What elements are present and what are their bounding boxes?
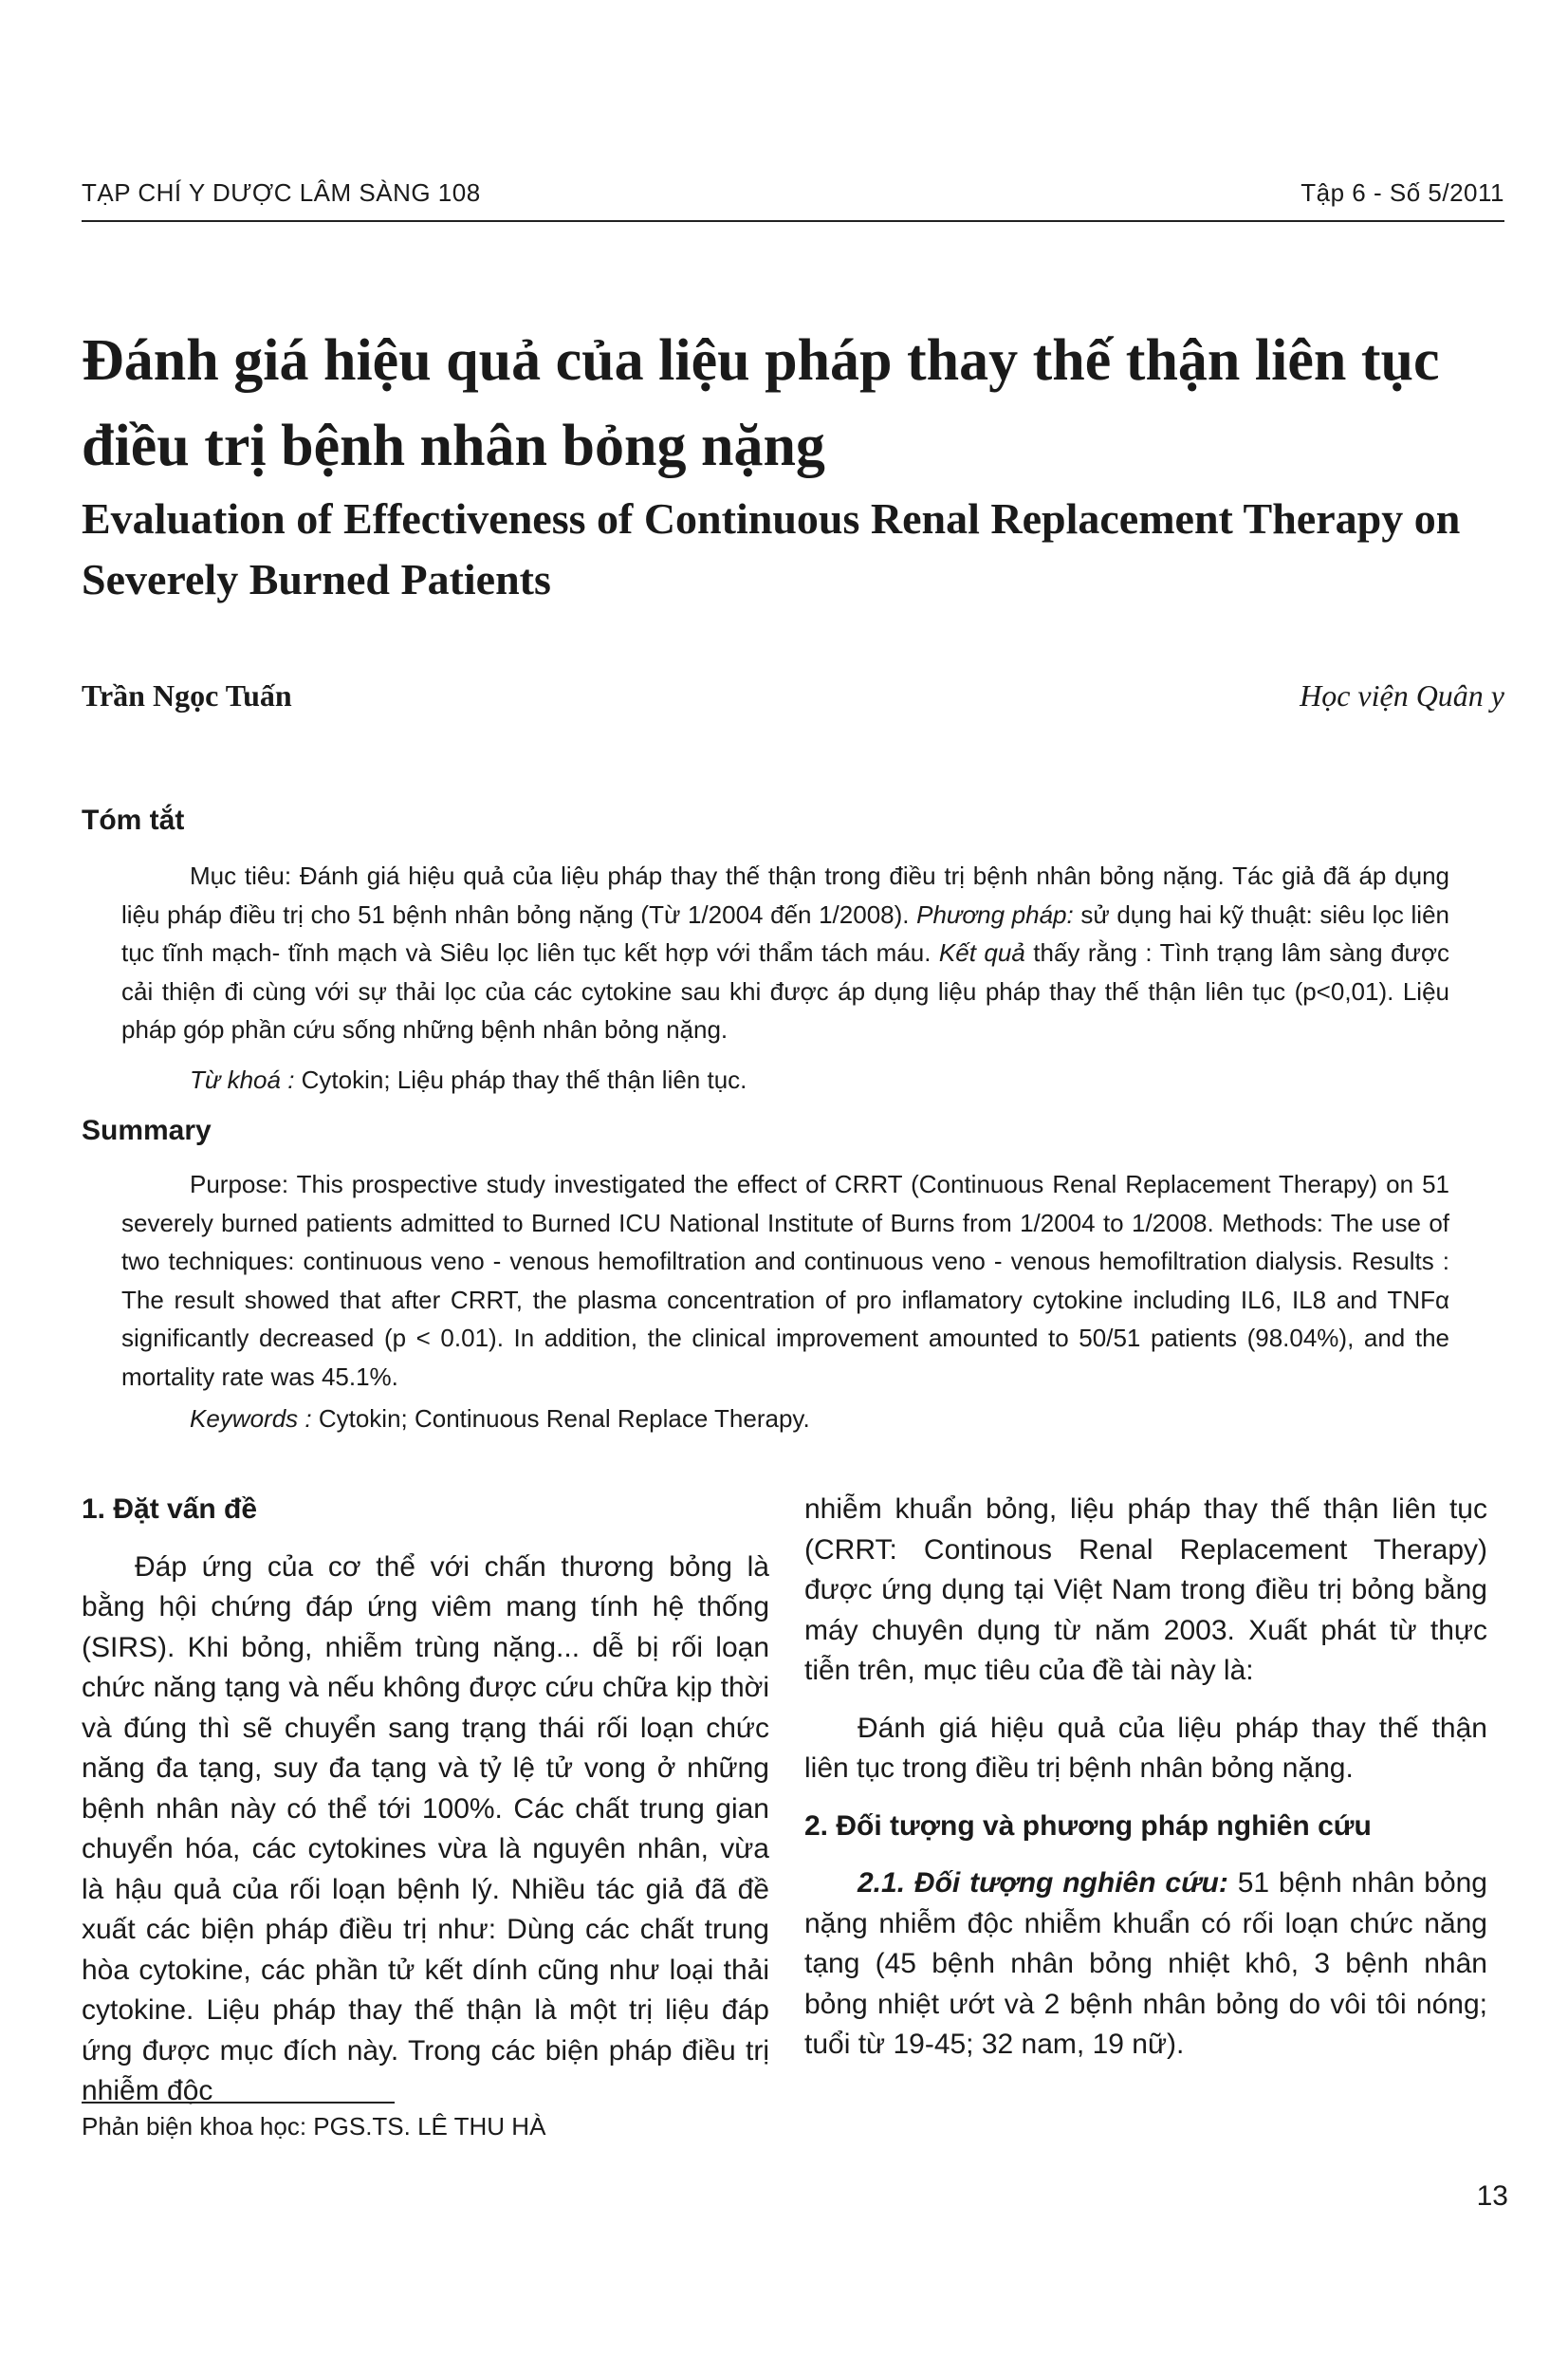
title-english: Evaluation of Effectiveness of Continuous Renal Replacement Therapy on Severely Burned Patients [82, 494, 1461, 603]
body-column-right [804, 1490, 1487, 2066]
section-1-heading: 1. Đặt vấn đề [82, 1493, 258, 1525]
keywords-en [190, 1399, 810, 1437]
section-1-paragraph-continued: nhiễm khuẩn bỏng, liệu pháp thay thế thận liên tục (CRRT: Continous Renal Replacement Therapy) được ứng dụng tại Việt Nam trong điều trị bỏng bằng máy chuyên dụng từ năm 2003. Xuất phát từ thực tiễn trên, mục tiêu của đề tài này là: [804, 1493, 1487, 1686]
running-header [82, 178, 1504, 216]
abstract-en-text: Purpose: This prospective study investigated the effect of CRRT (Continuous Renal Replacement Therapy) on 51 severely burned patients admitted to Burned ICU National Institute of Burns from 1/2004 to 1/2008. Methods: The use of two techniques: continuous veno - venous hemofiltration and continuous veno - venous hemofiltration dialysis. Results : The result showed that after CRRT, the plasma concentration of pro inflamatory cytokine including IL6, IL8 and TNFα significantly decreased (p < 0.01). In addition, the clinical improvement amounted to 50/51 patients (98.04%), and the mortality rate was 45.1%. [121, 1170, 1449, 1391]
section-2-1-text: 51 bệnh nhân bỏng nặng nhiễm độc nhiễm khuẩn có rối loạn chức năng tạng (45 bệnh nhân bỏng nhiệt khô, 3 bệnh nhân bỏng nhiệt ướt và 2 bệnh nhân bỏng do vôi tôi nóng; tuổi từ 19-45; 32 nam, 19 nữ). [804, 1867, 1487, 2060]
section-1-paragraph: Đáp ứng của cơ thể với chấn thương bỏng là bằng hội chứng đáp ứng viêm mang tính hệ thống (SIRS). Khi bỏng, nhiễm trùng nặng... dễ bị rối loạn chức năng tạng và nếu không được cứu chữa kịp thời và đúng thì sẽ chuyển sang trạng thái rối loạn chức năng đa tạng, suy đa tạng và tỷ lệ tử vong ở những bệnh nhân này có thể tới 100%. Các chất trung gian chuyển hóa, các cytokines vừa là nguyên nhân, vừa là hậu quả của rối loạn bệnh lý. Nhiều tác giả đã đề xuất các biện pháp điều trị như: Dùng các chất trung hòa cytokine, các phần tử kết dính cũng như loại thải cytokine. Liệu pháp thay thế thận là một trị liệu đáp ứng được mục đích này. Trong các biện pháp điều trị nhiễm độc [82, 1550, 769, 2106]
section-2-1-label: 2.1. Đối tượng nghiên cứu: [858, 1867, 1228, 1899]
footnote-rule [82, 2102, 395, 2104]
section-1-objective: Đánh giá hiệu quả của liệu pháp thay thế thận liên tục trong điều trị bệnh nhân bỏng nặng. [804, 1712, 1487, 1784]
methods-label: Phương pháp: [916, 899, 1074, 929]
keywords-en-list: Cytokin; Continuous Renal Replace Therapy. [311, 1404, 810, 1433]
keywords-vi-label: Từ khoá : [190, 1066, 295, 1094]
page-number: 13 [1476, 2180, 1508, 2212]
body-column-left [82, 1490, 769, 2112]
abstract-en-heading: Summary [82, 1115, 212, 1146]
results-label: Kết quả [938, 938, 1025, 967]
footnote-reviewer: Phản biện khoa học: PGS.TS. LÊ THU HÀ [82, 2112, 546, 2141]
section-2-1-paragraph [804, 1863, 1487, 2066]
keywords-en-label: Keywords : [190, 1404, 312, 1433]
abstract-vi-text [121, 857, 1449, 1049]
abstract-vi-part3: thấy rằng : Tình trạng lâm sàng được cải thiện đi cùng với sự thải lọc của các cytokine sau khi được áp dụng liệu pháp thay thế thận liên tục (p<0,01). Liệu pháp góp phần cứu sống những bệnh nhân bỏng nặng. [121, 938, 1450, 1044]
keywords-vi [190, 1061, 747, 1099]
journal-name: TẠP CHÍ Y DƯỢC LÂM SÀNG 108 [82, 178, 481, 207]
abstract-vi-heading: Tóm tắt [82, 805, 185, 836]
section-2-heading: 2. Đối tượng và phương pháp nghiên cứu [804, 1809, 1372, 1842]
abstract-vi-part2: sử dụng hai kỹ thuật: siêu lọc liên tục tĩnh mạch- tĩnh mạch và Siêu lọc liên tục kết hợp với thẩm tách máu. [121, 899, 1449, 967]
issue-info: Tập 6 - Số 5/2011 [1301, 178, 1504, 207]
abstract-vi-part1: Mục tiêu: Đánh giá hiệu quả của liệu pháp thay thế thận trong điều trị bệnh nhân bỏng nặng. Tác giả đã áp dụng liệu pháp điều trị cho 51 bệnh nhân bỏng nặng (Từ 1/2004 đến 1/2008). [121, 862, 1449, 929]
author-name: Trần Ngọc Tuấn [82, 678, 292, 713]
keywords-vi-list: Cytokin; Liệu pháp thay thế thận liên tục. [294, 1066, 747, 1094]
author-affiliation: Học viện Quân y [1300, 678, 1504, 713]
title-vietnamese: Đánh giá hiệu quả của liệu pháp thay thế thận liên tục điều trị bệnh nhân bỏng nặng [82, 328, 1440, 478]
header-rule [82, 220, 1504, 222]
